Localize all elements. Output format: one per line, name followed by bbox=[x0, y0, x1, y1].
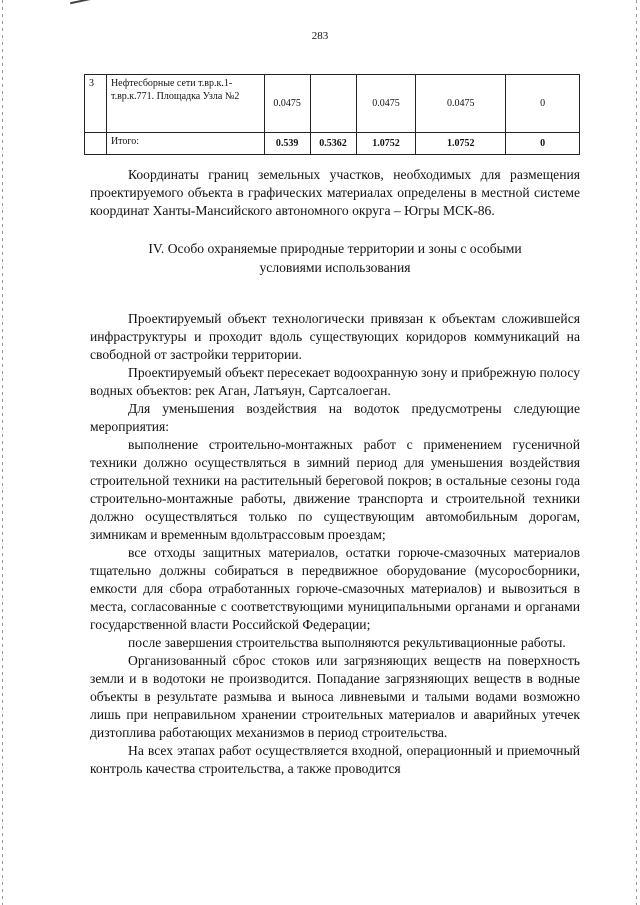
table-row-total bbox=[85, 133, 580, 155]
right-edge-line bbox=[636, 0, 637, 905]
paragraph: Организованный сброс стоков или загрязняющих веществ на поверхность земли и в водотоки не производится. Попадание загрязняющих веществ в водные объекты в результате размыва и выноса ливневыми и талыми водами возможно лишь при неправильном хранении строительных материалов и аварийных утечек дизтоплива работающих механизмов в период строительства. bbox=[90, 653, 580, 740]
document-body bbox=[90, 166, 580, 778]
row-number bbox=[85, 133, 107, 155]
table-cell: 1.0752 bbox=[356, 133, 416, 155]
row-number: 3 bbox=[85, 75, 107, 133]
row-name: Итого: bbox=[106, 133, 264, 155]
list-item: после завершения строительства выполняются рекультивационные работы. bbox=[128, 635, 566, 650]
table-cell: 0.5362 bbox=[310, 133, 356, 155]
left-edge-line bbox=[2, 0, 3, 905]
row-name: Нефтесборные сети т.вр.к.1-т.вр.к.771. Площадка Узла №2 bbox=[106, 75, 264, 133]
scan-artifact bbox=[70, 0, 92, 4]
paragraph: Для уменьшения воздействия на водоток предусмотрены следующие мероприятия: bbox=[90, 401, 580, 434]
paragraph: На всех этапах работ осуществляется входной, операционный и приемочный контроль качества строительства, а также проводится bbox=[90, 743, 580, 776]
table-cell: 1.0752 bbox=[416, 133, 506, 155]
coordinates-paragraph: Координаты границ земельных участков, необходимых для размещения проектируемого объекта в графических материалах определены в местной системе координат Ханты-Мансийского автономного округа – Югры МСК-86. bbox=[90, 167, 580, 218]
parcels-table bbox=[84, 74, 580, 155]
table-cell: 0 bbox=[506, 133, 580, 155]
table-cell: 0.0475 bbox=[264, 75, 310, 133]
table-cell: 0.539 bbox=[264, 133, 310, 155]
paragraph: Проектируемый объект пересекает водоохранную зону и прибрежную полосу водных объектов: рек Аган, Латъяун, Сартсалоеган. bbox=[90, 365, 580, 398]
section-title: IV. Особо охраняемые природные территории и зоны с особыми условиями использования bbox=[148, 241, 522, 275]
paragraph: Проектируемый объект технологически привязан к объектам сложившейся инфраструктуры и проходит вдоль существующих коридоров коммуникаций на свободной от застройки территории. bbox=[90, 311, 580, 362]
table-cell: 0.0475 bbox=[356, 75, 416, 133]
table-cell: 0 bbox=[506, 75, 580, 133]
table-row bbox=[85, 75, 580, 133]
page-number: 283 bbox=[311, 30, 329, 42]
table-cell bbox=[310, 75, 356, 133]
table-cell: 0.0475 bbox=[416, 75, 506, 133]
list-item: выполнение строительно-монтажных работ с применением гусеничной техники должно осуществляться в зимний период для уменьшения воздействия строительной техники на растительный береговой покров; в остальные сезоны года строительно-монтажные работы, движение транспорта и строительной техники должно осуществляться только по существующим автомобильным дорогам, зимникам и временным вдольтрассовым проездам; bbox=[90, 437, 580, 542]
list-item: все отходы защитных материалов, остатки горюче-смазочных материалов тщательно должны собираться в передвижное оборудование (мусоросборники, емкости для сбора отработанных горюче-смазочных материалов) и вывозиться в места, согласованные с соответствующими муниципальными органами и органами государственной власти Российской Федерации; bbox=[90, 545, 580, 632]
